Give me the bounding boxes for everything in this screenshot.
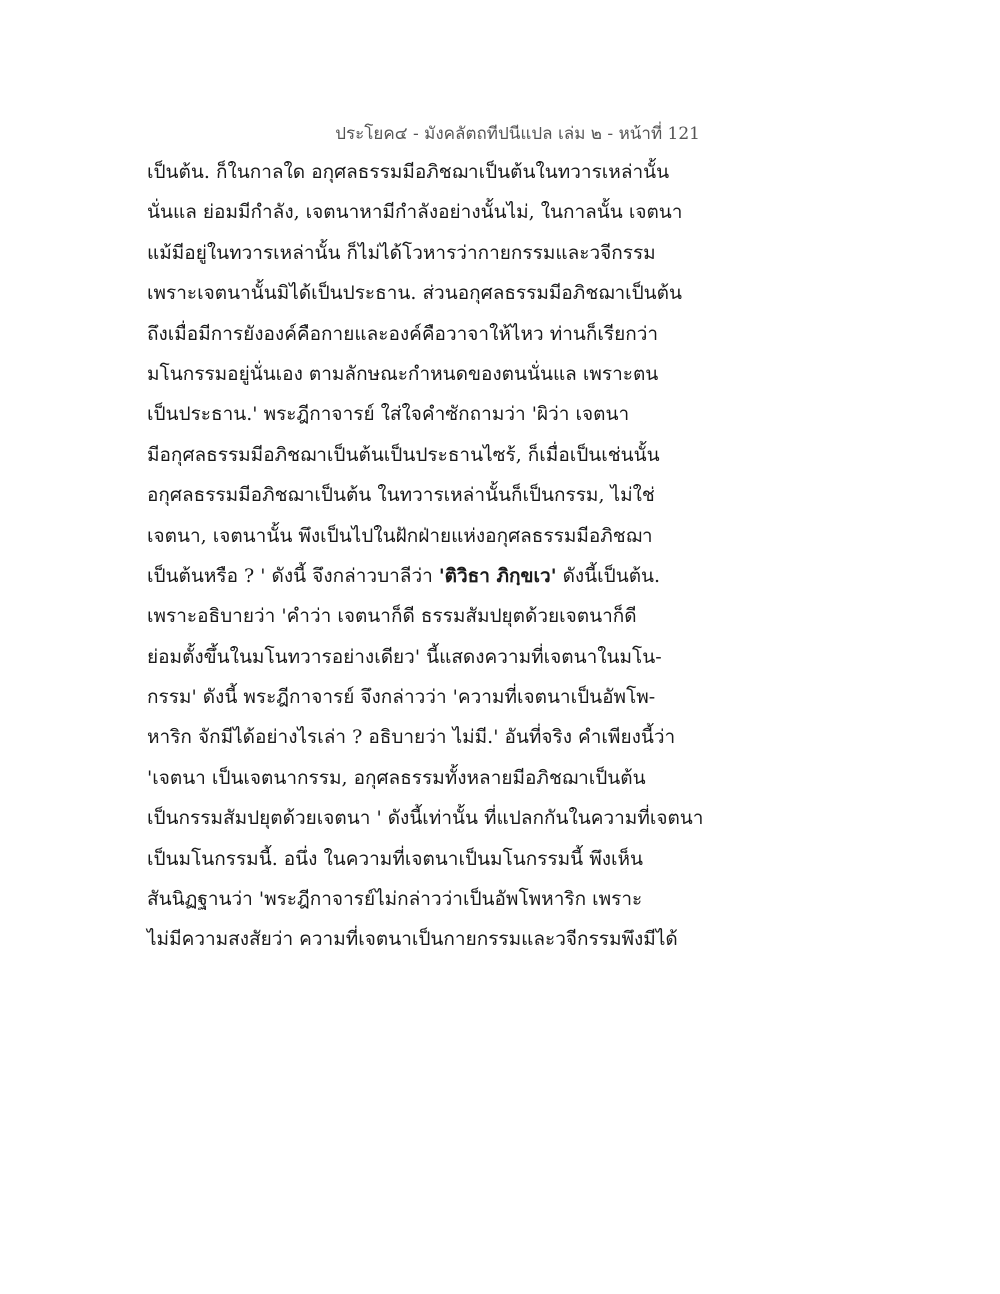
running-header: ประโยค๔ - มังคลัตถทีปนีแปล เล่ม ๒ - หน้าที่ 121 bbox=[335, 124, 700, 144]
pali-quote: 'ติวิธา ภิกฺขเว' bbox=[438, 564, 557, 587]
text-line-pali bbox=[147, 556, 727, 596]
text-line: เจตนา, เจตนานั้น พึงเป็นไปในฝักฝ่ายแห่งอกุศลธรรมมีอภิชฌา bbox=[147, 524, 653, 547]
text-segment: ดังนี้เป็นต้น. bbox=[556, 564, 661, 587]
text-line: เป็นประธาน.' พระฎีกาจารย์ ใส่ใจคำซักถามว่า 'ผิว่า เจตนา bbox=[147, 403, 630, 426]
text-line: แม้มีอยู่ในทวารเหล่านั้น ก็ไม่ได้โวหารว่ากายกรรมและวจีกรรม bbox=[147, 241, 656, 264]
text-line: เพราะอธิบายว่า 'คำว่า เจตนาก็ดี ธรรมสัมปยุตด้วยเจตนาก็ดี bbox=[147, 605, 637, 628]
text-line: สันนิฏฐานว่า 'พระฎีกาจารย์ไม่กล่าวว่าเป็นอัพโพหาริก เพราะ bbox=[147, 888, 643, 911]
text-line: มีอกุศลธรรมมีอภิชฌาเป็นต้นเป็นประธานไซร้, ก็เมื่อเป็นเช่นนั้น bbox=[147, 443, 660, 466]
text-line: 'เจตนา เป็นเจตนากรรม, อกุศลธรรมทั้งหลายมีอภิชฌาเป็นต้น bbox=[147, 766, 646, 789]
text-line: มโนกรรมอยู่นั่นเอง ตามลักษณะกำหนดของตนนั่นแล เพราะตน bbox=[147, 362, 659, 385]
text-segment: เป็นต้นหรือ ? ' ดังนี้ จึงกล่าวบาลีว่า bbox=[147, 564, 439, 587]
text-line: ย่อมตั้งขึ้นในมโนทวารอย่างเดียว' นี้แสดงความที่เจตนาในมโน- bbox=[147, 645, 662, 668]
text-line: เป็นกรรมสัมปยุตด้วยเจตนา ' ดังนี้เท่านั้น ที่แปลกกันในความที่เจตนา bbox=[147, 807, 704, 830]
text-line: กรรม' ดังนี้ พระฎีกาจารย์ จึงกล่าวว่า 'ความที่เจตนาเป็นอัพโพ- bbox=[147, 686, 656, 709]
text-line: อกุศลธรรมมีอภิชฌาเป็นต้น ในทวารเหล่านั้นก็เป็นกรรม, ไม่ใช่ bbox=[147, 484, 655, 507]
text-line: นั่นแล ย่อมมีกำลัง, เจตนาหามีกำลังอย่างนั้นไม่, ในกาลนั้น เจตนา bbox=[147, 201, 683, 224]
text-line: เพราะเจตนานั้นมิได้เป็นประธาน. ส่วนอกุศลธรรมมีอภิชฌาเป็นต้น bbox=[147, 282, 682, 305]
text-line: เป็นต้น. ก็ในกาลใด อกุศลธรรมมีอภิชฌาเป็นต้นในทวารเหล่านั้น bbox=[147, 161, 670, 183]
text-line: ไม่มีความสงสัยว่า ความที่เจตนาเป็นกายกรรมและวจีกรรมพึงมีได้ bbox=[147, 928, 678, 951]
text-line: เป็นมโนกรรมนี้. อนึ่ง ในความที่เจตนาเป็นมโนกรรมนี้ พึงเห็น bbox=[147, 847, 644, 870]
text-line: ถึงเมื่อมีการยังองค์คือกายและองค์คือวาจาให้ไหว ท่านก็เรียกว่า bbox=[147, 322, 659, 345]
text-line: หาริก จักมีได้อย่างไรเล่า ? อธิบายว่า ไม่มี.' อันที่จริง คำเพียงนี้ว่า bbox=[147, 726, 676, 749]
body-text bbox=[147, 152, 727, 960]
